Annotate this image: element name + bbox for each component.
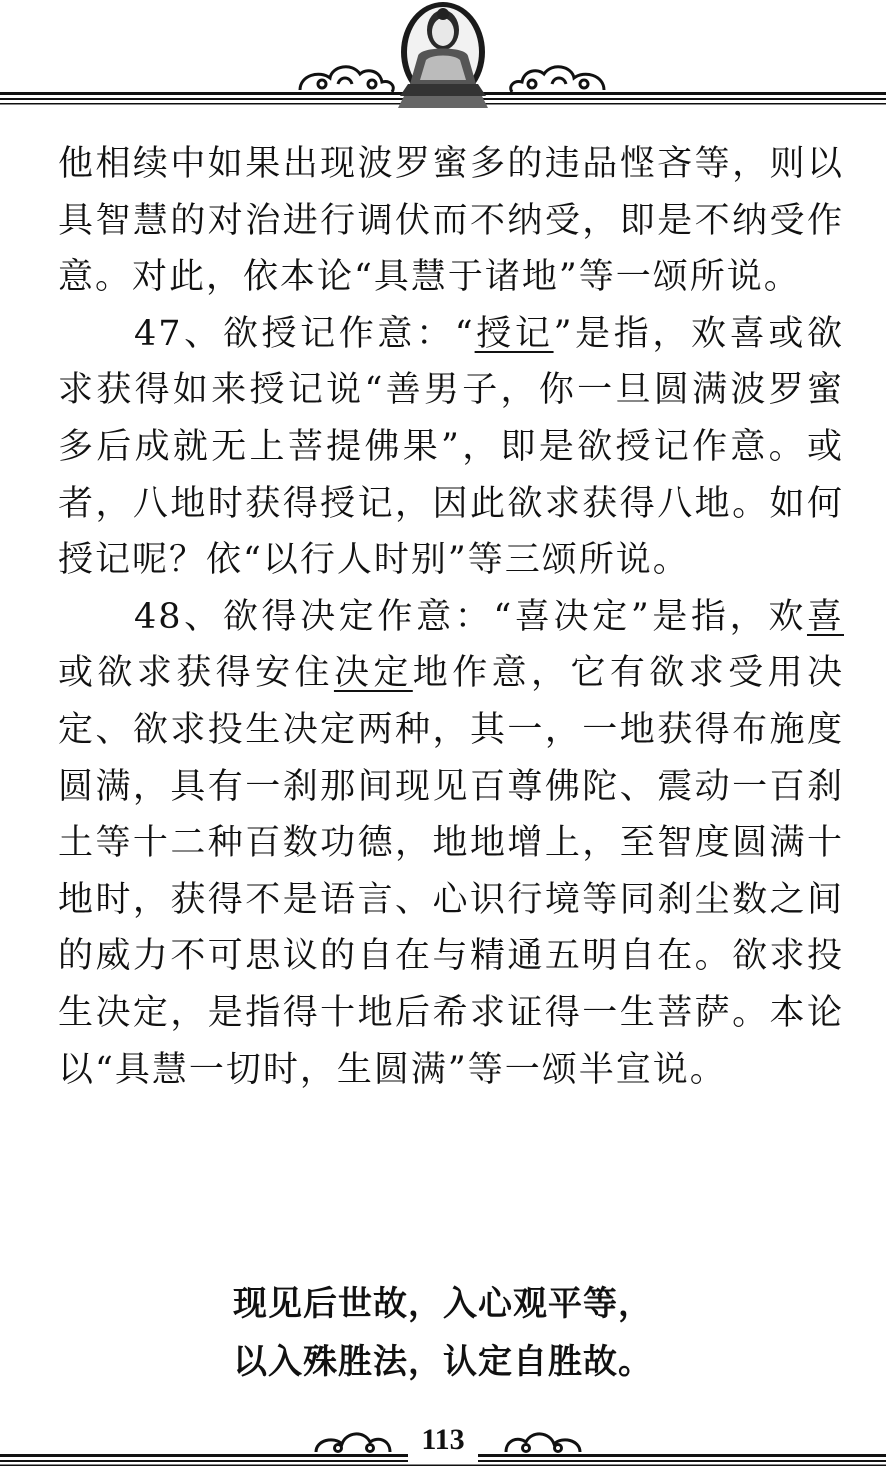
underlined-term: 授记 [474, 313, 554, 354]
underlined-term: 决定 [333, 653, 413, 694]
verse-line-2: 以入殊胜法，认定自胜故。 [233, 1342, 653, 1382]
cloud-scroll-right-icon [511, 67, 604, 92]
verse-line-1: 现见后世故，入心观平等， [233, 1284, 653, 1324]
page-number: 113 [421, 1423, 465, 1456]
text-segment: ”是指，欢喜或欲求获得如来授记说“善男子，你一旦圆满波罗蜜多后成就无上菩提佛果”，即是欲授记作意。或者，八地时获得授记，因此欲求获得八地。如何授记呢？依“以行人时别”等三颂所说。 [58, 313, 844, 581]
text-segment: 他相续中如果出现波罗蜜多的违品悭吝等，则以具智慧的对治进行调伏而不纳受，即是不纳受作意。对此，依本论“具慧于诸地”等一颂所说。 [58, 144, 844, 298]
underlined-term: 喜 [806, 596, 844, 637]
body-text [58, 136, 844, 1098]
paragraph [58, 589, 844, 1098]
buddha-icon [398, 2, 488, 108]
text-segment: 地作意，它有欲求受用决定、欲求投生决定两种，其一，一地获得布施度圆满，具有一刹那间现见百尊佛陀、震动一百刹土等十二种百数功德，地地增上，至智度圆满十地时，获得不是语言、心识行境等同刹尘数之间的威力不可思议的自在与精通五明自在。欲求投生决定，是指得十地后希求证得一生菩萨。本论以“具慧一切时，生圆满”等一颂半宣说。 [58, 653, 844, 1090]
text-segment: 或欲求获得安住 [58, 653, 334, 694]
cloud-scroll-left-icon [300, 67, 393, 92]
header-ornament [0, 0, 886, 110]
paragraph [58, 136, 844, 306]
text-segment: 47、欲授记作意：“ [134, 313, 475, 354]
text-segment: 48、欲得决定作意：“喜决定”是指，欢 [134, 596, 807, 637]
paragraph [58, 306, 844, 589]
